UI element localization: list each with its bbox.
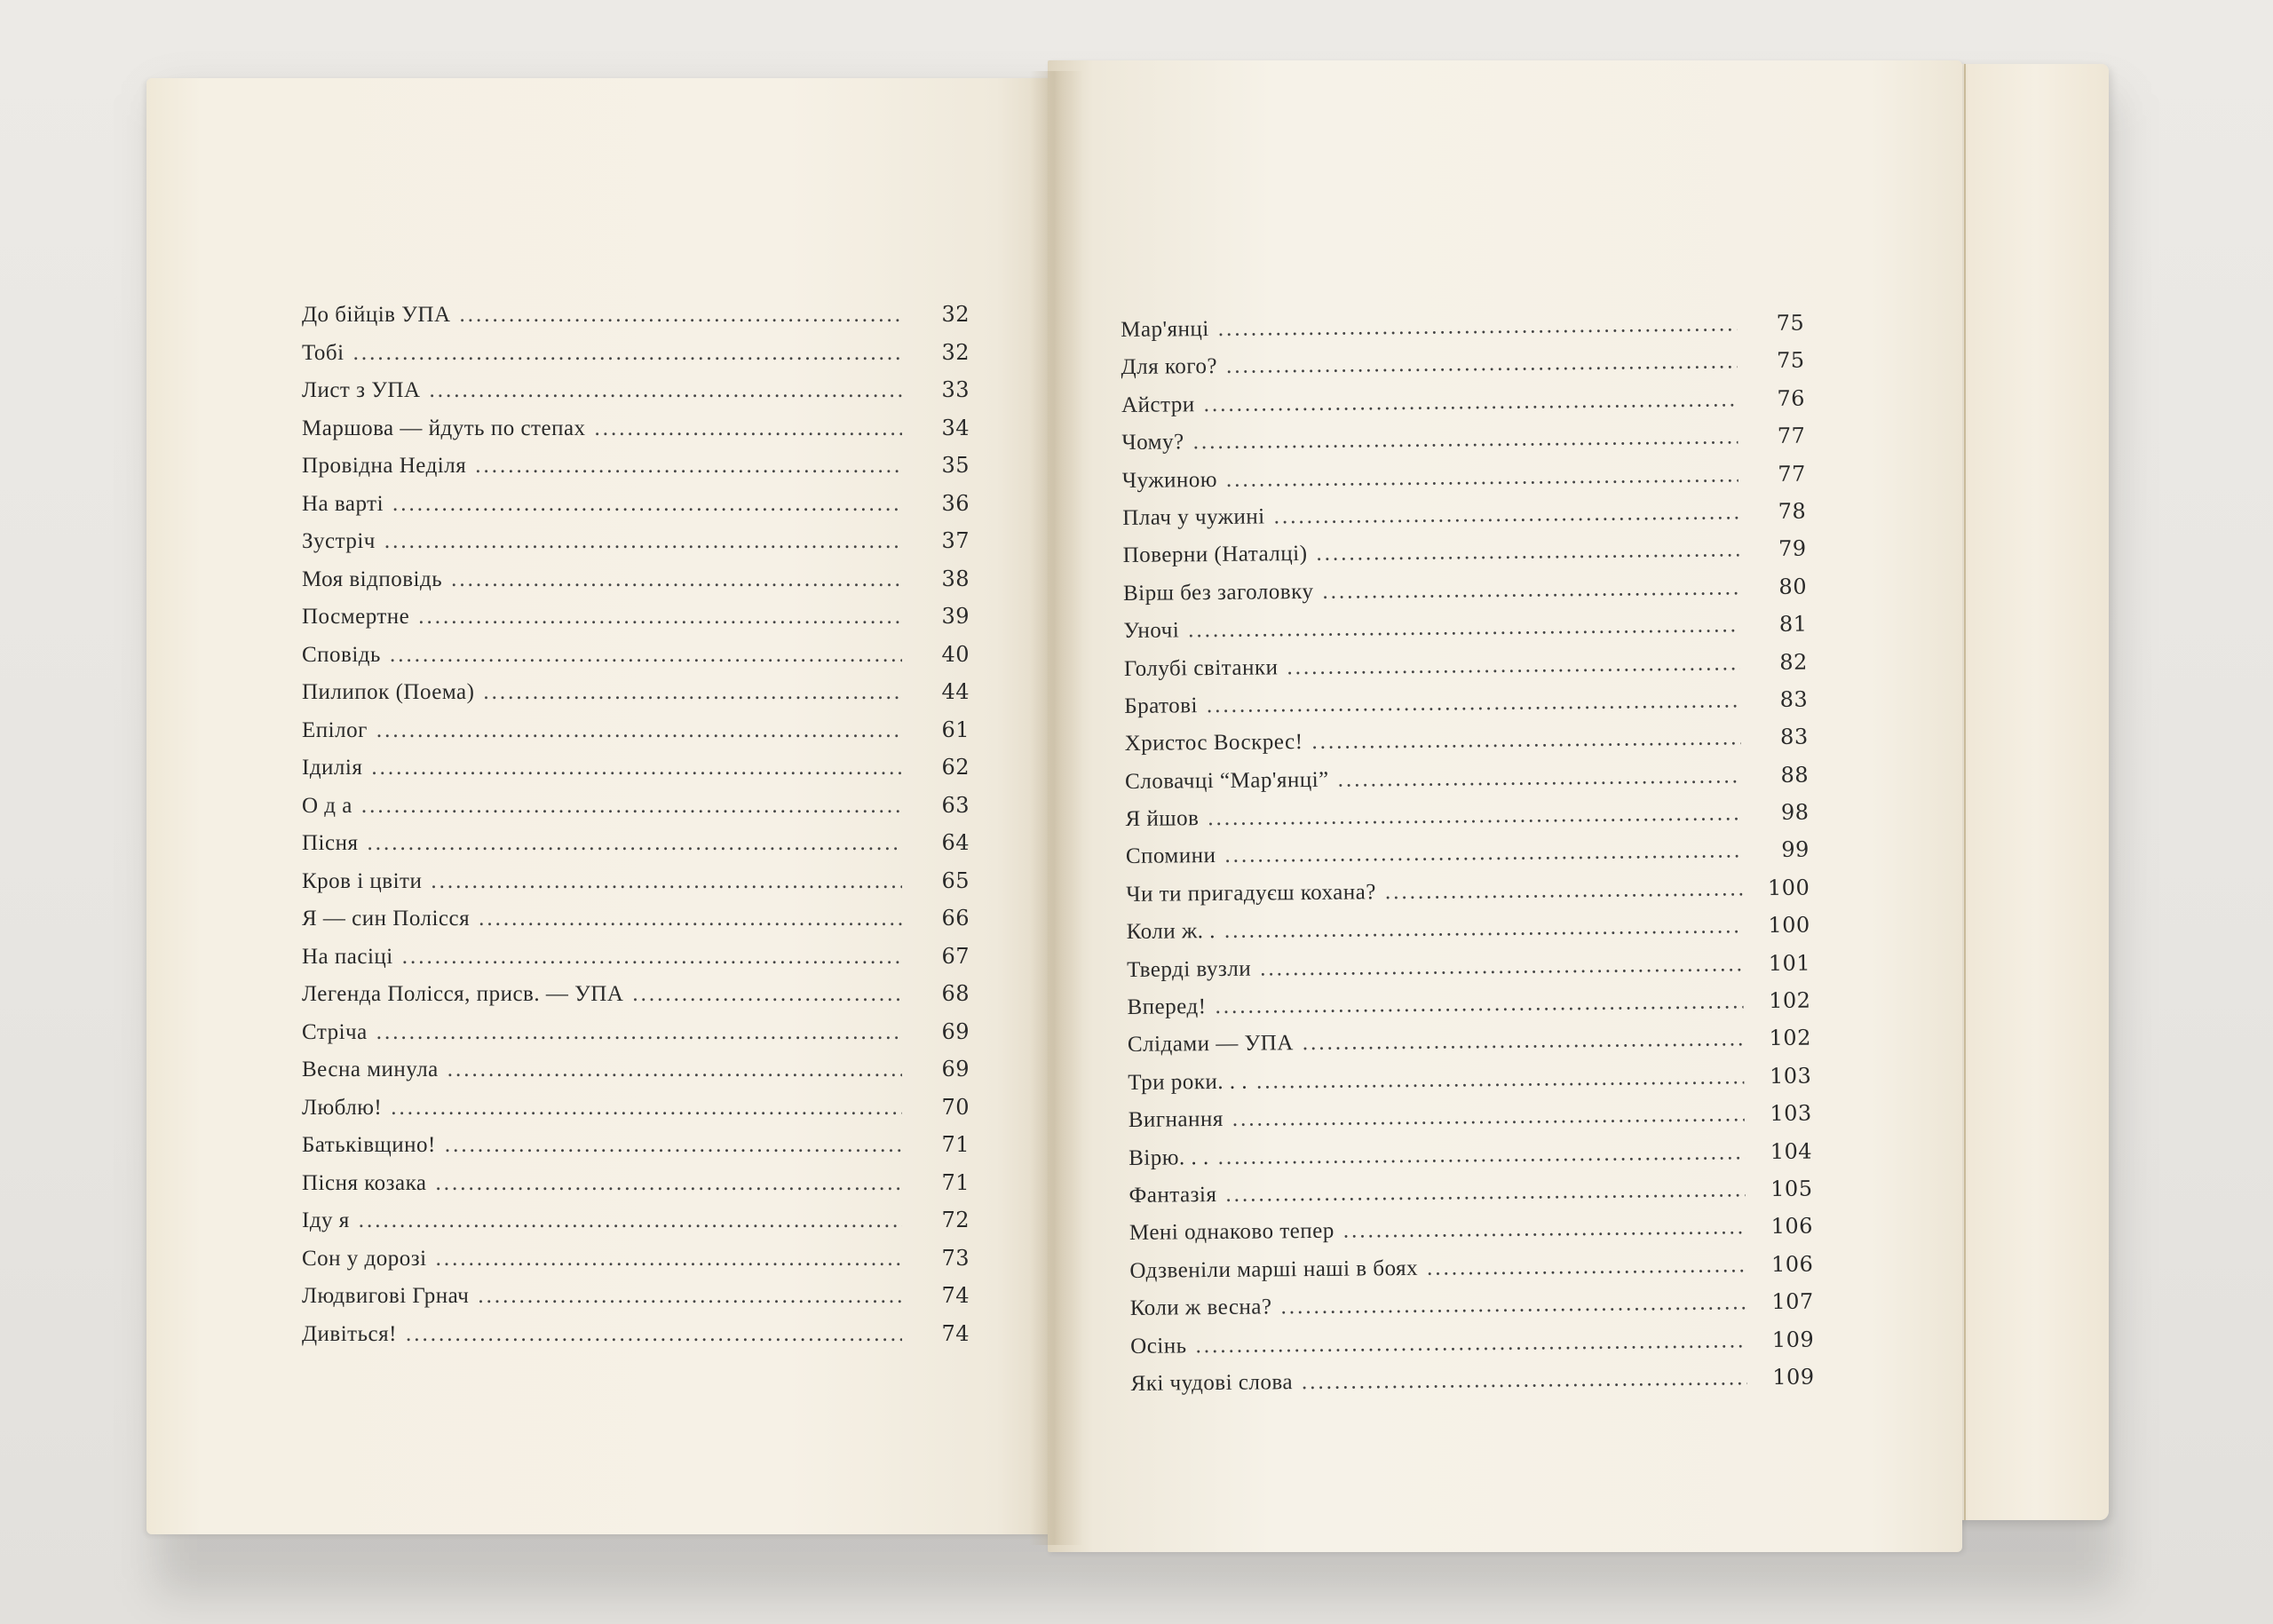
toc-leader-dots xyxy=(431,863,902,901)
toc-entry-page-number: 70 xyxy=(941,1094,970,1120)
toc-entry-page-number: 76 xyxy=(1777,385,1806,411)
toc-entry-page-number: 102 xyxy=(1769,1025,1812,1051)
toc-entry xyxy=(302,598,970,636)
toc-entry-title: Для кого? xyxy=(1121,354,1218,380)
toc-entry-page-number: 61 xyxy=(941,717,970,742)
toc-entry-title: О д а xyxy=(302,793,352,818)
toc-entry-page-number: 36 xyxy=(941,490,970,516)
toc-entry-page-number: 109 xyxy=(1771,1327,1815,1352)
toc-entry-page-number: 32 xyxy=(941,339,970,365)
toc-entry-title: Вірю. . . xyxy=(1129,1145,1209,1170)
toc-entry xyxy=(1122,455,1806,499)
toc-entry-page-number: 44 xyxy=(941,679,970,704)
toc-entry-page-number: 73 xyxy=(941,1245,970,1271)
toc-leader-dots xyxy=(1192,419,1738,462)
toc-entry-title: Братові xyxy=(1124,693,1199,718)
toc-leader-dots xyxy=(1260,946,1743,988)
toc-leader-dots xyxy=(1280,1284,1746,1326)
toc-entry xyxy=(1128,1057,1811,1101)
toc-leader-dots xyxy=(367,825,902,863)
toc-entry-page-number: 32 xyxy=(941,302,970,327)
toc-entry-page-number: 65 xyxy=(941,867,970,893)
toc-entry-title: Тобі xyxy=(302,340,345,365)
toc-entry-title: Пісня xyxy=(302,831,359,855)
toc-entry-page-number: 81 xyxy=(1778,611,1808,638)
toc-leader-dots xyxy=(359,1202,902,1240)
toc-entry-title: Епілог xyxy=(302,717,368,742)
toc-entry xyxy=(302,1089,970,1127)
toc-entry-title: На пасіці xyxy=(302,944,393,969)
toc-entry-title: Чому? xyxy=(1121,430,1184,456)
toc-entry-title: Мені однаково тепер xyxy=(1129,1219,1334,1246)
toc-entry xyxy=(1121,342,1804,386)
toc-entry-page-number: 72 xyxy=(941,1208,970,1232)
toc-entry-title: Фантазія xyxy=(1129,1182,1217,1208)
toc-entry-page-number: 39 xyxy=(941,604,970,629)
toc-entry-title: Христос Воскрес! xyxy=(1124,730,1303,757)
toc-entry-title: Зустріч xyxy=(302,529,376,553)
toc-leader-dots xyxy=(595,410,902,448)
toc-leader-dots xyxy=(1256,1058,1745,1101)
toc-entry xyxy=(302,899,970,938)
toc-entry-title: Вигнання xyxy=(1128,1107,1224,1133)
toc-leader-dots xyxy=(376,712,902,750)
toc-entry xyxy=(1122,493,1806,537)
toc-entry-title: Кров і цвіти xyxy=(302,868,423,893)
toc-entry-title: Батьківщино! xyxy=(302,1133,436,1157)
toc-entry-page-number: 80 xyxy=(1778,574,1808,599)
toc-entry xyxy=(302,673,970,711)
toc-entry-title: Одзвеніли марші наші в боях xyxy=(1129,1256,1419,1283)
toc-entry xyxy=(302,371,970,409)
toc-leader-dots xyxy=(391,1089,902,1128)
toc-entry-page-number: 106 xyxy=(1770,1213,1814,1240)
toc-entry xyxy=(302,1315,970,1353)
toc-leader-dots xyxy=(436,1240,902,1279)
toc-leader-dots xyxy=(353,335,902,373)
toc-leader-dots xyxy=(376,1014,902,1052)
toc-entry xyxy=(302,824,970,862)
toc-leader-dots xyxy=(1343,1209,1746,1251)
toc-leader-dots xyxy=(392,486,902,524)
toc-entry xyxy=(1129,1245,1813,1289)
toc-entry-page-number: 100 xyxy=(1767,875,1810,900)
toc-entry-title: Дивіться! xyxy=(302,1321,397,1346)
toc-leader-dots xyxy=(1316,532,1739,574)
toc-entry-page-number: 88 xyxy=(1780,762,1810,788)
toc-entry xyxy=(1128,1019,1811,1064)
toc-entry-title: Тверді вузли xyxy=(1126,956,1252,982)
toc-entry-page-number: 62 xyxy=(941,755,970,780)
toc-entry-title: Лист з УПА xyxy=(302,378,421,402)
toc-entry-title: Вперед! xyxy=(1127,994,1207,1019)
toc-entry xyxy=(302,749,970,787)
toc-leader-dots xyxy=(447,1051,902,1089)
toc-entry xyxy=(1121,305,1804,349)
toc-entry xyxy=(302,862,970,900)
toc-entry-page-number: 107 xyxy=(1771,1288,1814,1315)
toc-leader-dots xyxy=(475,448,902,486)
toc-entry-title: Пилипок (Поема) xyxy=(302,680,475,704)
toc-entry-title: Стріча xyxy=(302,1019,368,1044)
toc-entry xyxy=(302,1164,970,1202)
toc-entry-page-number: 34 xyxy=(941,415,970,440)
toc-entry-page-number: 77 xyxy=(1778,461,1806,487)
toc-entry-title: Маршова — йдуть по степах xyxy=(302,416,586,440)
toc-entry-page-number: 33 xyxy=(941,377,970,402)
toc-leader-dots xyxy=(483,674,902,712)
toc-entry-page-number: 79 xyxy=(1778,535,1807,562)
toc-entry-title: Ідилія xyxy=(302,756,363,780)
toc-entry xyxy=(302,522,970,560)
toc-leader-dots xyxy=(1218,305,1738,348)
toc-entry-page-number: 69 xyxy=(941,1057,970,1081)
toc-leader-dots xyxy=(430,372,902,410)
toc-entry xyxy=(1129,1170,1812,1215)
toc-leader-dots xyxy=(1322,569,1739,611)
toc-entry-page-number: 63 xyxy=(941,792,970,818)
toc-entry xyxy=(1125,756,1809,800)
toc-entry xyxy=(1130,1358,1814,1402)
toc-entry xyxy=(1121,379,1805,424)
right-table-of-contents xyxy=(1121,305,1815,1403)
toc-entry xyxy=(1125,794,1809,838)
toc-entry-page-number: 37 xyxy=(941,528,970,553)
toc-entry xyxy=(1127,982,1810,1026)
toc-entry-title: Поверни (Наталці) xyxy=(1122,542,1308,568)
toc-leader-dots xyxy=(1218,1134,1746,1176)
toc-leader-dots xyxy=(632,976,902,1014)
toc-leader-dots xyxy=(1188,606,1740,649)
toc-entry-page-number: 98 xyxy=(1780,799,1810,825)
toc-leader-dots xyxy=(479,900,902,939)
toc-leader-dots xyxy=(1273,494,1738,535)
toc-entry-page-number: 71 xyxy=(941,1169,970,1195)
toc-leader-dots xyxy=(1203,381,1738,424)
toc-entry xyxy=(302,711,970,749)
page-edge-line xyxy=(1964,64,1966,1520)
toc-entry-page-number: 82 xyxy=(1779,649,1808,675)
toc-entry-page-number: 66 xyxy=(941,906,970,931)
toc-entry-page-number: 103 xyxy=(1769,1063,1812,1089)
toc-leader-dots xyxy=(1337,757,1741,799)
toc-entry-title: Моя відповідь xyxy=(302,566,443,591)
toc-entry xyxy=(1127,944,1810,988)
toc-entry-title: Весна минула xyxy=(302,1058,439,1081)
toc-leader-dots xyxy=(371,749,902,788)
toc-entry xyxy=(302,787,970,825)
toc-leader-dots xyxy=(1225,1171,1746,1214)
toc-leader-dots xyxy=(451,561,902,599)
toc-leader-dots xyxy=(1287,645,1740,686)
toc-entry-title: Пісня козака xyxy=(302,1170,427,1195)
toc-leader-dots xyxy=(478,1278,902,1316)
toc-leader-dots xyxy=(445,1127,902,1165)
toc-entry xyxy=(302,975,970,1013)
toc-entry xyxy=(302,1126,970,1164)
toc-entry xyxy=(1130,1320,1814,1365)
toc-entry xyxy=(302,1277,970,1315)
toc-leader-dots xyxy=(1215,983,1743,1026)
toc-entry-title: Людвигові Грнач xyxy=(302,1284,470,1308)
toc-entry-title: Словачці “Мар'янці” xyxy=(1124,767,1329,794)
toc-leader-dots xyxy=(460,297,902,335)
toc-entry-page-number: 69 xyxy=(941,1018,970,1044)
toc-leader-dots xyxy=(1311,720,1741,762)
toc-entry-title: Спомини xyxy=(1125,844,1216,869)
toc-entry-page-number: 106 xyxy=(1770,1251,1814,1277)
toc-entry-title: Слідами — УПА xyxy=(1127,1031,1294,1058)
toc-leader-dots xyxy=(361,788,902,826)
toc-leader-dots xyxy=(1224,908,1743,951)
toc-entry-title: Осінь xyxy=(1130,1333,1187,1359)
toc-entry xyxy=(302,636,970,674)
toc-entry xyxy=(1126,831,1810,875)
toc-entry xyxy=(1124,680,1808,725)
toc-entry xyxy=(302,1013,970,1051)
toc-entry-page-number: 102 xyxy=(1769,987,1811,1014)
toc-entry-title: Чи ти пригадуєш кохана? xyxy=(1126,880,1377,907)
toc-leader-dots xyxy=(390,637,902,675)
toc-leader-dots xyxy=(1207,682,1741,725)
toc-leader-dots xyxy=(1195,1322,1746,1365)
toc-entry-page-number: 100 xyxy=(1768,912,1810,939)
toc-entry-page-number: 74 xyxy=(941,1283,970,1308)
toc-entry-page-number: 104 xyxy=(1770,1138,1813,1164)
toc-leader-dots xyxy=(418,598,902,637)
toc-entry-title: Три роки. . . xyxy=(1128,1069,1248,1095)
book-gutter xyxy=(1030,71,1083,1545)
toc-entry xyxy=(302,334,970,372)
toc-entry-page-number: 103 xyxy=(1770,1100,1812,1127)
toc-entry-title: Легенда Полісся, присв. — УПА xyxy=(302,982,624,1006)
toc-leader-dots xyxy=(384,523,902,561)
toc-entry xyxy=(1126,868,1810,913)
toc-entry-title: Айстри xyxy=(1121,392,1195,417)
toc-leader-dots xyxy=(1302,1359,1747,1401)
toc-entry xyxy=(1124,643,1808,687)
toc-entry xyxy=(1129,1208,1813,1252)
toc-leader-dots xyxy=(1208,795,1742,837)
left-table-of-contents xyxy=(302,296,970,1352)
toc-entry-page-number: 64 xyxy=(941,830,970,855)
toc-entry-page-number: 101 xyxy=(1768,950,1811,976)
toc-entry-title: Вірш без заголовку xyxy=(1122,579,1314,606)
toc-entry-page-number: 99 xyxy=(1781,837,1810,863)
toc-entry-title: Які чудові слова xyxy=(1130,1370,1294,1396)
toc-entry xyxy=(302,409,970,448)
toc-entry-title: Коли ж. . xyxy=(1126,919,1216,945)
toc-entry xyxy=(1121,417,1805,462)
toc-leader-dots xyxy=(1226,456,1738,499)
toc-entry xyxy=(302,485,970,523)
toc-entry xyxy=(302,1240,970,1278)
toc-entry-title: Сон у дорозі xyxy=(302,1246,427,1271)
toc-entry xyxy=(1123,567,1807,612)
toc-entry-title: На варті xyxy=(302,491,384,516)
toc-entry xyxy=(302,1201,970,1240)
toc-entry xyxy=(1129,1095,1812,1139)
toc-entry-title: Іду я xyxy=(302,1208,350,1232)
toc-entry-title: Я — син Полісся xyxy=(302,907,471,931)
toc-entry-page-number: 83 xyxy=(1779,724,1809,750)
toc-entry xyxy=(302,1050,970,1089)
toc-entry xyxy=(302,560,970,598)
toc-entry-page-number: 68 xyxy=(941,981,970,1006)
toc-entry-page-number: 40 xyxy=(941,641,970,667)
toc-entry-title: Плач у чужині xyxy=(1122,504,1265,530)
toc-entry-title: Уночі xyxy=(1123,618,1180,644)
toc-entry-title: Голубі світанки xyxy=(1123,654,1279,681)
toc-leader-dots xyxy=(1427,1247,1746,1287)
toc-leader-dots xyxy=(1385,870,1743,911)
toc-entry-page-number: 78 xyxy=(1778,498,1807,524)
toc-entry xyxy=(302,938,970,976)
toc-entry-title: Коли ж весна? xyxy=(1129,1295,1272,1321)
toc-entry xyxy=(1127,907,1810,951)
toc-leader-dots xyxy=(1224,833,1742,875)
toc-leader-dots xyxy=(435,1165,902,1203)
toc-entry-page-number: 109 xyxy=(1772,1364,1815,1390)
toc-entry xyxy=(1129,1132,1812,1176)
toc-entry-page-number: 71 xyxy=(941,1132,970,1157)
toc-entry-page-number: 67 xyxy=(941,943,970,969)
toc-entry xyxy=(1130,1283,1814,1327)
toc-entry xyxy=(1123,606,1807,650)
toc-entry-page-number: 35 xyxy=(941,453,970,478)
toc-entry-page-number: 38 xyxy=(941,566,970,591)
toc-entry-title: Чужиною xyxy=(1121,467,1218,493)
toc-entry-page-number: 83 xyxy=(1779,686,1809,712)
toc-entry xyxy=(302,447,970,485)
toc-entry-title: Люблю! xyxy=(302,1095,383,1120)
toc-entry xyxy=(1124,718,1808,763)
toc-entry-title: Посмертне xyxy=(302,605,410,629)
toc-entry xyxy=(1122,530,1806,574)
toc-entry-page-number: 105 xyxy=(1770,1176,1813,1202)
toc-entry-title: До бійців УПА xyxy=(302,303,451,327)
toc-entry-title: Мар'янці xyxy=(1121,317,1209,342)
toc-leader-dots xyxy=(1226,344,1738,386)
toc-leader-dots xyxy=(1303,1021,1744,1063)
toc-entry xyxy=(302,296,970,334)
toc-entry-page-number: 77 xyxy=(1777,423,1806,449)
toc-leader-dots xyxy=(406,1316,902,1354)
toc-leader-dots xyxy=(402,939,902,977)
toc-entry-page-number: 74 xyxy=(941,1320,970,1346)
toc-entry-page-number: 75 xyxy=(1776,347,1805,374)
toc-entry-title: Я йшов xyxy=(1125,806,1200,832)
toc-leader-dots xyxy=(1232,1097,1745,1139)
toc-entry-page-number: 75 xyxy=(1776,310,1805,336)
toc-entry-title: Сповідь xyxy=(302,642,381,667)
toc-entry-title: Провідна Неділя xyxy=(302,454,467,478)
